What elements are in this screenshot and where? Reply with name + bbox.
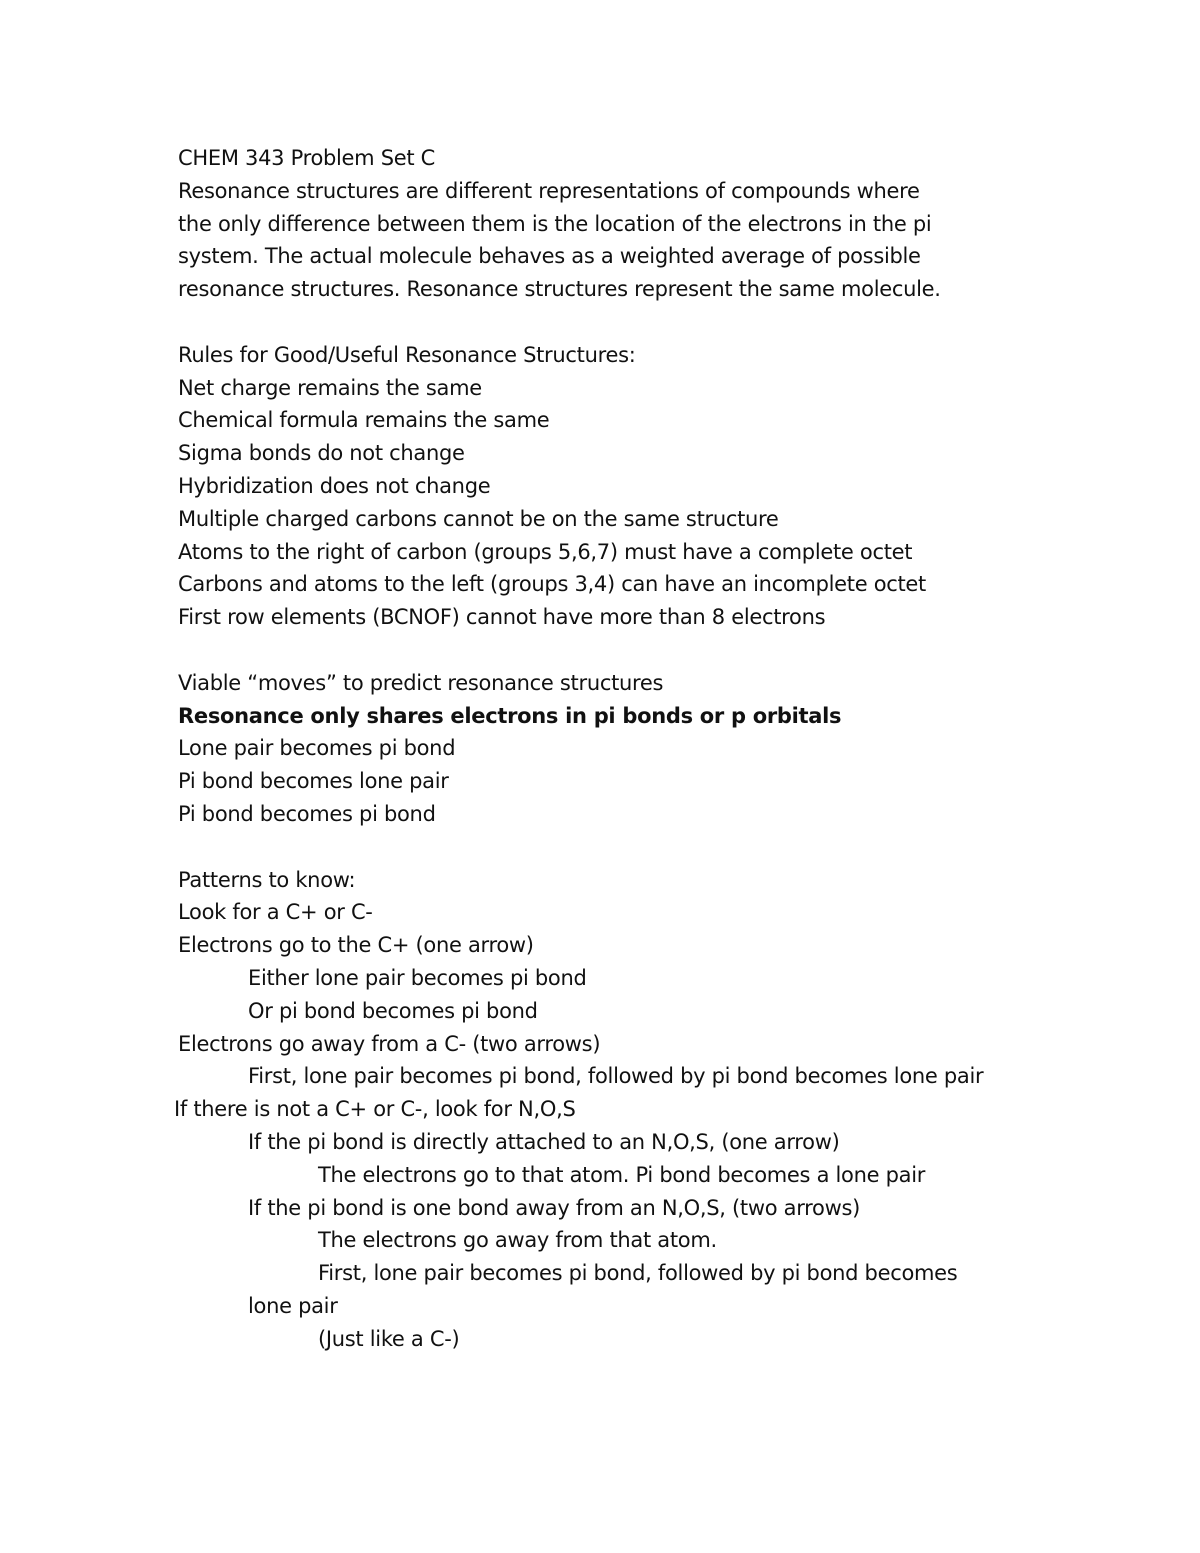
- intro-line: Resonance structures are different representations of compounds where: [178, 178, 920, 203]
- rules-heading: Rules for Good/Useful Resonance Structures:: [178, 342, 636, 367]
- pattern-line: First, lone pair becomes pi bond, followed by pi bond becomes: [318, 1261, 958, 1286]
- rule-item: Chemical formula remains the same: [178, 408, 550, 433]
- rule-item: Net charge remains the same: [178, 375, 482, 400]
- pattern-line: Either lone pair becomes pi bond: [248, 965, 587, 990]
- rule-item: Multiple charged carbons cannot be on the same structure: [178, 506, 779, 531]
- pattern-line: If the pi bond is directly attached to an N,O,S, (one arrow): [248, 1129, 840, 1154]
- spacer: [178, 831, 1078, 864]
- pattern-line: If the pi bond is one bond away from an N,O,S, (two arrows): [248, 1195, 861, 1220]
- pattern-line: Electrons go away from a C- (two arrows): [178, 1031, 601, 1056]
- move-item: Lone pair becomes pi bond: [178, 736, 456, 761]
- rule-item: First row elements (BCNOF) cannot have more than 8 electrons: [178, 605, 826, 630]
- rule-item: Sigma bonds do not change: [178, 441, 465, 466]
- document-title: CHEM 343 Problem Set C: [178, 146, 436, 170]
- pattern-line: First, lone pair becomes pi bond, followed by pi bond becomes lone pair: [248, 1064, 984, 1089]
- pattern-line: Look for a C+ or C-: [178, 900, 373, 925]
- pattern-line: Or pi bond becomes pi bond: [248, 998, 538, 1023]
- intro-line: the only difference between them is the location of the electrons in the pi: [178, 211, 932, 236]
- spacer: [178, 634, 1078, 667]
- move-item: Pi bond becomes pi bond: [178, 801, 436, 826]
- move-item: Pi bond becomes lone pair: [178, 769, 449, 794]
- pattern-line: The electrons go away from that atom.: [318, 1228, 717, 1253]
- document-body: [174, 142, 1078, 1355]
- pattern-line: Electrons go to the C+ (one arrow): [178, 933, 534, 958]
- rule-item: Hybridization does not change: [178, 473, 491, 498]
- pattern-line: lone pair: [248, 1293, 338, 1318]
- intro-line: resonance structures. Resonance structures represent the same molecule.: [178, 277, 941, 302]
- pattern-line: (Just like a C-): [318, 1326, 460, 1351]
- rule-item: Atoms to the right of carbon (groups 5,6,7) must have a complete octet: [178, 539, 913, 564]
- intro-line: system. The actual molecule behaves as a weighted average of possible: [178, 244, 921, 269]
- moves-emphasis: Resonance only shares electrons in pi bonds or p orbitals: [178, 703, 842, 728]
- patterns-heading: Patterns to know:: [178, 867, 356, 892]
- moves-heading: Viable “moves” to predict resonance structures: [178, 670, 664, 695]
- spacer: [178, 306, 1078, 339]
- pattern-line: If there is not a C+ or C-, look for N,O,S: [174, 1097, 576, 1122]
- rule-item: Carbons and atoms to the left (groups 3,4) can have an incomplete octet: [178, 572, 926, 597]
- pattern-line: The electrons go to that atom. Pi bond becomes a lone pair: [318, 1162, 926, 1187]
